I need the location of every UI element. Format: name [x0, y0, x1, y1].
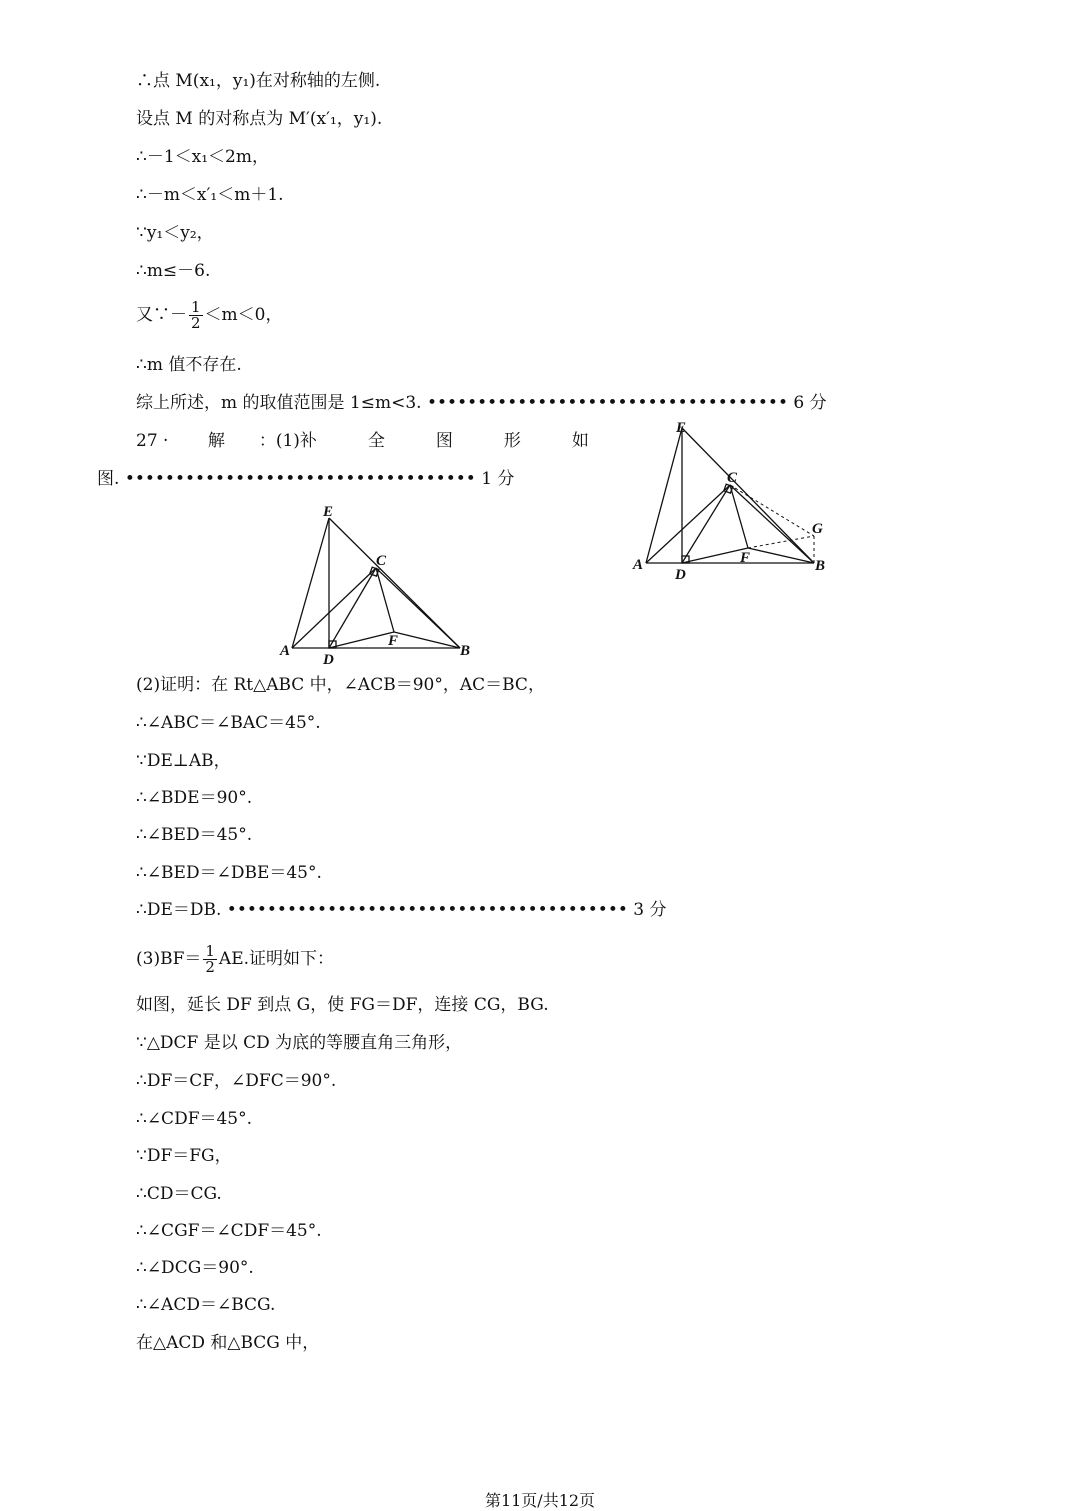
p3-line-6: ∵DF＝FG，	[136, 1146, 232, 1166]
line-4: ∴－m＜x′₁＜m＋1.	[136, 185, 284, 205]
fig2-label-f: F	[740, 550, 751, 566]
fig2-label-d: D	[675, 567, 686, 583]
p3-line-4: ∴DF＝CF，∠DFC＝90°.	[136, 1071, 337, 1091]
p3-line-2: 如图，延长 DF 到点 G，使 FG＝DF，连接 CG，BG.	[136, 995, 549, 1015]
fig1-label-e: E	[323, 504, 334, 520]
q27-heading: 27 · 解 ：(1)补 全 图 形 如	[136, 431, 589, 451]
leader-dots: ••••••••••••••••••••••••••••••••••••••••	[226, 900, 628, 920]
fraction-denominator: 2	[191, 314, 201, 332]
geometry-figure-2	[628, 415, 838, 583]
geometry-figure-1	[278, 498, 478, 668]
fraction-numerator: 1	[191, 298, 201, 316]
fraction-denominator: 2	[205, 958, 215, 976]
line-7	[136, 300, 282, 331]
score-6: 6 分	[793, 393, 827, 413]
score-1: 1 分	[481, 469, 515, 489]
fig1-label-b: B	[460, 643, 471, 659]
line-7-prefix: 又∵－	[136, 305, 187, 325]
line-2: 设点 M 的对称点为 M′(x′₁，y₁).	[136, 109, 383, 129]
p2-line-7	[136, 899, 667, 921]
fig2-label-c: C	[727, 470, 738, 486]
score-3: 3 分	[633, 900, 667, 920]
p3-line-10: ∴∠ACD＝∠BCG.	[136, 1295, 276, 1315]
line-8: ∴m 值不存在.	[136, 355, 242, 375]
p2-line-6: ∴∠BED＝∠DBE＝45°.	[136, 863, 322, 883]
fig1-label-a: A	[280, 643, 291, 659]
p2-line-7-text: ∴DE＝DB.	[136, 900, 222, 920]
leader-dots: •••••••••••••••••••••••••••••••••••	[124, 469, 476, 489]
fig2-label-g: G	[812, 521, 823, 537]
fig2-label-a: A	[633, 557, 644, 573]
p3-line-8: ∴∠CGF＝∠CDF＝45°.	[136, 1221, 322, 1241]
fig2-label-b: B	[815, 558, 826, 574]
p2-line-5: ∴∠BED＝45°.	[136, 825, 253, 845]
line-3: ∴－1＜x₁＜2m，	[136, 147, 269, 167]
fraction-numerator: 1	[205, 942, 215, 960]
p3-line-7: ∴CD＝CG.	[136, 1184, 222, 1204]
p2-line-2: ∴∠ABC＝∠BAC＝45°.	[136, 713, 321, 733]
p3-line-11: 在△ACD 和△BCG 中，	[136, 1333, 320, 1353]
fig1-label-d: D	[323, 652, 334, 668]
line-1: ∴点 M(x₁，y₁)在对称轴的左侧.	[136, 71, 381, 91]
leader-dots: ••••••••••••••••••••••••••••••••••••	[426, 393, 788, 413]
p3-line-1-prefix: (3)BF＝	[136, 949, 202, 969]
fig1-label-c: C	[376, 553, 387, 569]
q27-continuation	[97, 468, 514, 490]
p2-line-1: (2)证明：在 Rt△ABC 中，∠ACB＝90°，AC＝BC，	[136, 675, 545, 695]
fraction-half	[203, 944, 217, 975]
page-footer: 第11页/共12页	[484, 1491, 596, 1510]
p3-line-1-suffix: AE.证明如下：	[218, 949, 335, 969]
fig1-label-f: F	[388, 633, 399, 649]
line-5: ∵y₁＜y₂，	[136, 223, 214, 243]
p2-line-3: ∵DE⊥AB，	[136, 751, 231, 771]
p2-line-4: ∴∠BDE＝90°.	[136, 788, 253, 808]
p3-line-9: ∴∠DCG＝90°.	[136, 1258, 254, 1278]
p3-line-3: ∵△DCF 是以 CD 为底的等腰直角三角形，	[136, 1033, 463, 1053]
fraction-half	[189, 300, 203, 331]
line-6: ∴m≤－6.	[136, 261, 211, 281]
line-9	[136, 392, 827, 414]
p3-line-1	[136, 944, 334, 975]
line-7-suffix: ＜m＜0，	[204, 305, 283, 325]
p3-line-5: ∴∠CDF＝45°.	[136, 1109, 253, 1129]
fig2-label-e: E	[676, 420, 687, 436]
q27-tu: 图.	[97, 469, 120, 489]
line-9-text: 综上所述，m 的取值范围是 1≤m<3.	[136, 393, 422, 413]
